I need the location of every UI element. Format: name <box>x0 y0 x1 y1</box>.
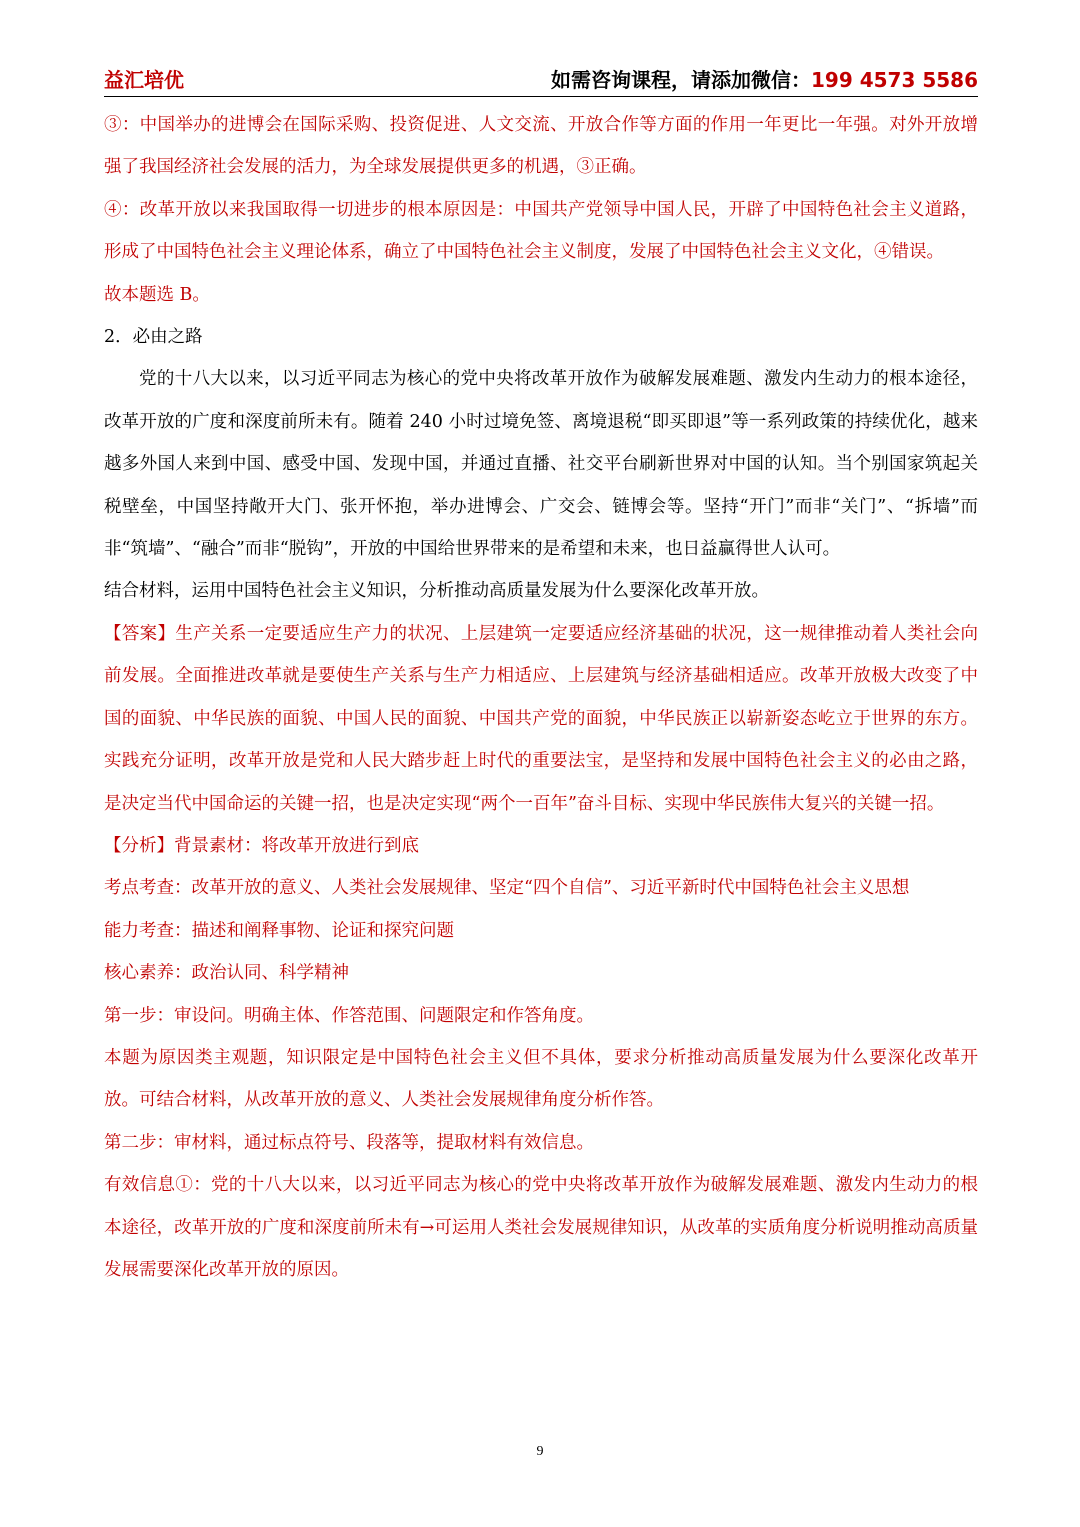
document-body <box>104 104 978 1291</box>
step-one: 第一步：审设问。明确主体、作答范围、问题限定和作答角度。 <box>104 1005 594 1026</box>
question-prompt: 结合材料，运用中国特色社会主义知识，分析推动高质量发展为什么要深化改革开放。 <box>104 581 769 602</box>
answer-text: 【答案】生产关系一定要适应生产力的状况、上层建筑一定要适应经济基础的状况，这一规律推动着人类社会向前发展。全面推进改革就是要使生产关系与生产力相适应、上层建筑与经济基础相适应。改革开放极大改变了中国的面貌、中华民族的面貌、中国人民的面貌、中国共产党的面貌，中华民族正以崭新姿态屹立于世界的东方。实践充分证明，改革开放是党和人民大踏步赶上时代的重要法宝，是坚持和发展中国特色社会主义的必由之路，是决定当代中国命运的关键一招，也是决定实现“两个一百年”奋斗目标、实现中华民族伟大复兴的关键一招。 <box>104 623 978 814</box>
analysis-background: 【分析】背景素材：将改革开放进行到底 <box>104 835 419 856</box>
contact-phone: 199 4573 5586 <box>810 68 978 92</box>
answer-choice: 故本题选 B。 <box>104 284 210 305</box>
effective-info-1: 有效信息①：党的十八大以来，以习近平同志为核心的党中央将改革开放作为破解发展难题、激发内生动力的根本途径，改革开放的广度和深度前所未有→可运用人类社会发展规律知识，从改革的实质角度分析说明推动高质量发展需要深化改革开放的原因。 <box>104 1175 978 1280</box>
analysis-core-literacy: 核心素养：政治认同、科学精神 <box>104 963 349 984</box>
page-number: 9 <box>536 1444 544 1459</box>
page-header <box>104 60 978 97</box>
option-4-explanation: ④：改革开放以来我国取得一切进步的根本原因是：中国共产党领导中国人民，开辟了中国特色社会主义道路，形成了中国特色社会主义理论体系，确立了中国特色社会主义制度，发展了中国特色社会主义文化，④错误。 <box>104 199 978 263</box>
analysis-exam-points: 考点考查：改革开放的意义、人类社会发展规律、坚定“四个自信”、习近平新时代中国特色社会主义思想 <box>104 878 910 899</box>
question-heading: 2．必由之路 <box>104 327 203 348</box>
brand-name: 益汇培优 <box>104 68 184 92</box>
contact-info <box>551 64 978 93</box>
question-material: 党的十八大以来，以习近平同志为核心的党中央将改革开放作为破解发展难题、激发内生动力的根本途径，改革开放的广度和深度前所未有。随着 240 小时过境免签、离境退税“即买即退”等一系列政策的持续优化，越来越多外国人来到中国、感受中国、发现中国，并通过直播、社交平台刷新世界对中国的认知。当个别国家筑起关税壁垒，中国坚持敞开大门、张开怀抱，举办进博会、广交会、链博会等。坚持“开门”而非“关门”、“拆墙”而非“筑墙”、“融合”而非“脱钩”，开放的中国给世界带来的是希望和未来，也日益赢得世人认可。 <box>104 369 978 560</box>
option-3-explanation: ③：中国举办的进博会在国际采购、投资促进、人文交流、开放合作等方面的作用一年更比一年强。对外开放增强了我国经济社会发展的活力，为全球发展提供更多的机遇，③正确。 <box>104 115 978 178</box>
analysis-ability: 能力考查：描述和阐释事物、论证和探究问题 <box>104 920 454 941</box>
contact-prefix: 如需咨询课程，请添加微信： <box>550 68 811 92</box>
step-one-detail: 本题为原因类主观题，知识限定是中国特色社会主义但不具体，要求分析推动高质量发展为什么要深化改革开放。可结合材料，从改革开放的意义、人类社会发展规律角度分析作答。 <box>104 1047 978 1111</box>
step-two: 第二步：审材料，通过标点符号、段落等，提取材料有效信息。 <box>104 1132 594 1153</box>
